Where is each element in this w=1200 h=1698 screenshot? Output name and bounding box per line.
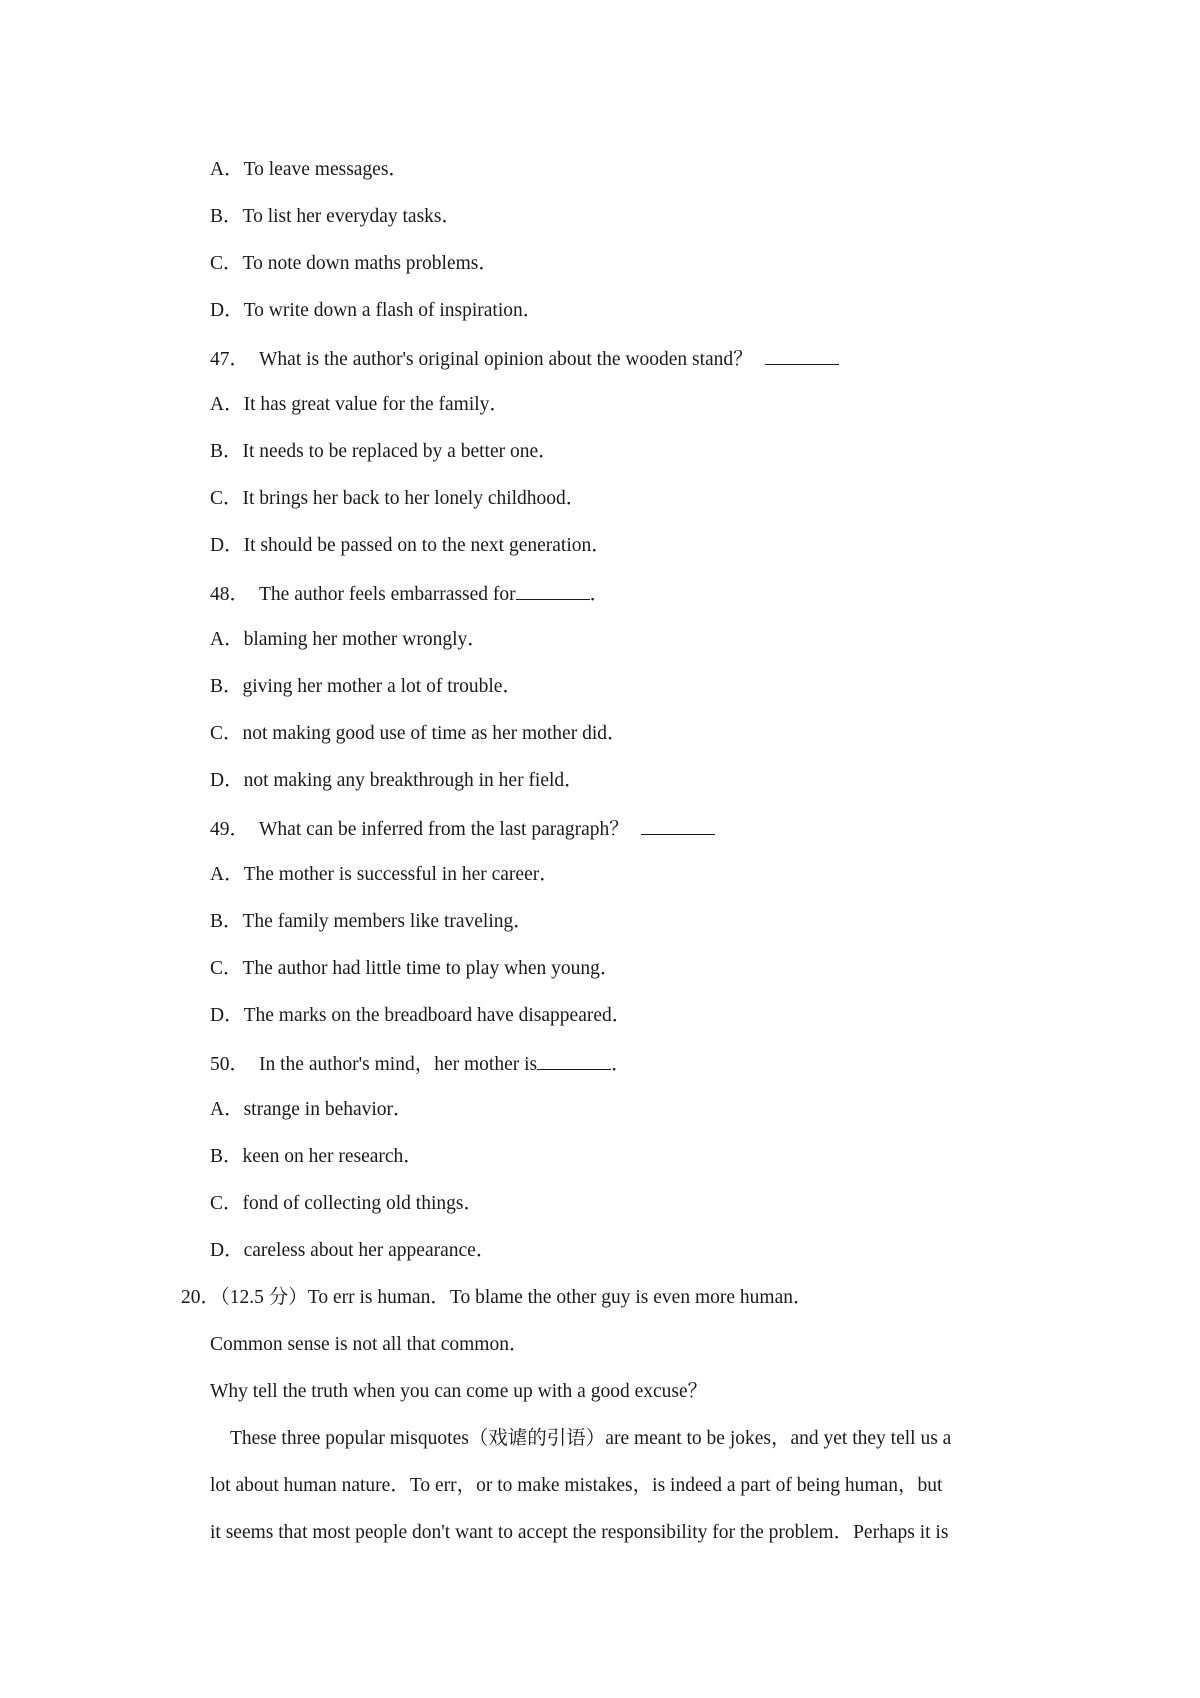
option-text: giving her mother a lot of trouble． (242, 676, 522, 697)
option-letter: C． (210, 488, 243, 509)
answer-blank (516, 581, 590, 600)
option-text: The author had little time to play when young． (242, 958, 620, 979)
section-score: （12.5 分） (220, 1287, 308, 1308)
q46-option-d (210, 299, 542, 323)
q47-option-c (210, 487, 585, 511)
option-text: To list her everyday tasks． (242, 206, 462, 227)
option-text: It should be passed on to the next generation． (243, 535, 611, 556)
answer-blank (537, 1051, 611, 1070)
question-stem: In the author's mind，her mother is (259, 1054, 538, 1075)
question-number: 49． (210, 819, 250, 840)
question-number: 47． (210, 349, 250, 370)
question-47 (210, 346, 839, 372)
option-letter: B． (210, 206, 243, 227)
option-text: strange in behavior． (243, 1099, 413, 1120)
option-letter: D． (210, 770, 244, 791)
option-letter: C． (210, 958, 243, 979)
passage-line-2: Common sense is not all that common． (210, 1334, 529, 1355)
option-letter: D． (210, 1240, 244, 1261)
q49-option-a (210, 863, 559, 887)
option-text: The mother is successful in her career． (243, 864, 559, 885)
q50-option-c (210, 1192, 483, 1216)
option-letter: A． (210, 629, 244, 650)
question-49 (210, 816, 715, 842)
q49-option-d (210, 1004, 631, 1028)
q46-option-c (210, 252, 498, 276)
passage-paragraph-line-1: These three popular misquotes（戏谑的引语）are meant to be jokes，and yet they tell us a (230, 1428, 952, 1449)
option-letter: B． (210, 676, 243, 697)
option-text: careless about her appearance． (243, 1240, 496, 1261)
option-letter: C． (210, 1193, 243, 1214)
option-letter: C． (210, 723, 243, 744)
question-number: 50． (210, 1054, 250, 1075)
option-letter: A． (210, 1099, 244, 1120)
q48-option-d (210, 769, 584, 793)
passage-paragraph-line-3: it seems that most people don't want to accept the responsibility for the problem．Perhaps it is (210, 1522, 949, 1543)
q47-option-b (210, 440, 558, 464)
q49-option-c (210, 957, 619, 981)
question-stem: What can be inferred from the last paragraph？ (259, 819, 629, 840)
option-letter: A． (210, 864, 244, 885)
section-number: 20． (181, 1287, 221, 1308)
q46-option-b (210, 205, 461, 229)
option-text: To write down a flash of inspiration． (243, 300, 543, 321)
q50-option-d (210, 1239, 495, 1263)
question-number: 48． (210, 584, 250, 605)
q47-option-a (210, 393, 509, 417)
option-letter: D． (210, 535, 244, 556)
option-text: keen on her research． (242, 1146, 423, 1167)
option-text: The marks on the breadboard have disappeared． (243, 1005, 632, 1026)
q50-option-b (210, 1145, 423, 1169)
option-letter: B． (210, 911, 243, 932)
q47-option-d (210, 534, 611, 558)
q48-option-a (210, 628, 487, 652)
question-48 (210, 581, 609, 607)
option-text: not making good use of time as her mother did． (242, 723, 627, 744)
option-text: fond of collecting old things． (242, 1193, 483, 1214)
option-letter: B． (210, 1146, 243, 1167)
answer-blank (641, 816, 715, 835)
option-letter: D． (210, 300, 244, 321)
question-stem: The author feels embarrassed for (259, 584, 516, 605)
answer-blank (765, 346, 839, 365)
q50-option-a (210, 1098, 413, 1122)
option-letter: B． (210, 441, 243, 462)
q48-option-c (210, 722, 627, 746)
section-20-heading (181, 1286, 812, 1310)
option-text: blaming her mother wrongly． (243, 629, 487, 650)
question-50 (210, 1051, 631, 1077)
option-text: To leave messages． (243, 159, 408, 180)
option-text: not making any breakthrough in her field． (243, 770, 584, 791)
q48-option-b (210, 675, 522, 699)
option-text: It brings her back to her lonely childhood． (242, 488, 586, 509)
q49-option-b (210, 910, 533, 934)
q46-option-a (210, 158, 408, 182)
section-first-line: To err is human．To blame the other guy is even more human． (307, 1287, 813, 1308)
option-text: It needs to be replaced by a better one． (242, 441, 558, 462)
question-end: ． (589, 584, 610, 605)
option-text: To note down maths problems． (242, 253, 498, 274)
question-stem: What is the author's original opinion about the wooden stand？ (259, 349, 753, 370)
option-text: The family members like traveling． (242, 911, 533, 932)
option-letter: A． (210, 394, 244, 415)
passage-paragraph-line-2: lot about human nature．To err，or to make mistakes，is indeed a part of being human，but (210, 1475, 943, 1496)
option-letter: D． (210, 1005, 244, 1026)
option-letter: C． (210, 253, 243, 274)
question-end: ． (611, 1054, 631, 1075)
option-letter: A． (210, 159, 244, 180)
passage-line-3: Why tell the truth when you can come up with a good excuse？ (210, 1381, 708, 1402)
option-text: It has great value for the family． (243, 394, 509, 415)
